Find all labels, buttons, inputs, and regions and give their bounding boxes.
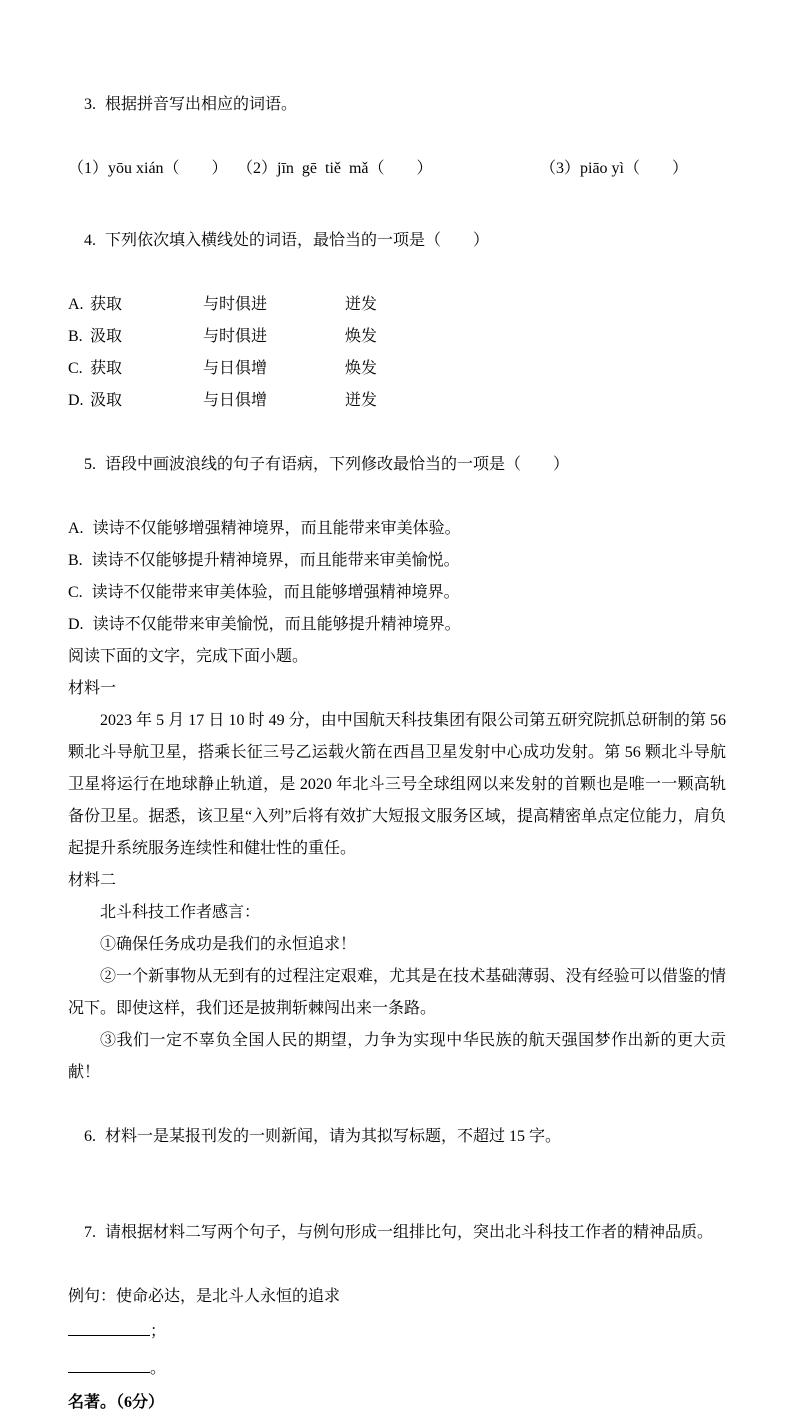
pinyin-item-2: （2）jīn gē tiě mǎ（ ） bbox=[237, 160, 433, 177]
question-6-number: 6. bbox=[84, 1128, 96, 1145]
option-letter: B. bbox=[68, 328, 83, 345]
option-letter: D. bbox=[68, 616, 84, 633]
question-3-number: 3. bbox=[84, 96, 96, 113]
question-6-text: 材料一是某报刊发的一则新闻，请为其拟写标题，不超过 15 字。 bbox=[105, 1128, 562, 1145]
material-2-title: 材料二 bbox=[68, 872, 117, 889]
question-3-pinyin-row bbox=[68, 153, 726, 185]
option-text: 读诗不仅能够提升精神境界，而且能带来审美愉悦。 bbox=[91, 552, 460, 569]
option-word-2: 与日俱增 bbox=[203, 360, 268, 377]
material-2-quote-2: ②一个新事物从无到有的过程注定艰难，尤其是在技术基础薄弱、没有经验可以借鉴的情况下。即使这样，我们还是披荆斩棘闯出来一条路。 bbox=[68, 968, 726, 1017]
pinyin-item-1: （1）yōu xián（ ） bbox=[68, 160, 228, 177]
answer-underline-1 bbox=[68, 1334, 150, 1336]
option-word-3: 迸发 bbox=[345, 296, 378, 313]
option-word-1: 获取 bbox=[90, 360, 123, 377]
pinyin-item-3: （3）piāo yì（ ） bbox=[540, 160, 688, 177]
material-2-lead: 北斗科技工作者感言： bbox=[100, 904, 261, 921]
question-4-number: 4. bbox=[84, 232, 96, 249]
question-7-example: 例句：使命必达，是北斗人永恒的追求 bbox=[68, 1288, 341, 1305]
question-3-stem bbox=[68, 57, 726, 153]
option-text: 读诗不仅能带来审美愉悦，而且能够提升精神境界。 bbox=[92, 616, 461, 633]
option-word-2: 与时俱进 bbox=[203, 296, 268, 313]
question-4-option-b bbox=[68, 321, 726, 353]
question-4-option-c bbox=[68, 353, 726, 385]
option-letter: C. bbox=[68, 360, 83, 377]
section-title-famous-works: 名著。（6分） bbox=[68, 1394, 165, 1411]
question-4-stem bbox=[68, 193, 726, 289]
option-word-3: 迸发 bbox=[345, 392, 378, 409]
material-2-quote-1: ①确保任务成功是我们的永恒追求！ bbox=[100, 936, 357, 953]
option-letter: A. bbox=[68, 520, 84, 537]
question-7-number: 7. bbox=[84, 1224, 96, 1241]
option-word-2: 与日俱增 bbox=[203, 392, 268, 409]
question-5-stem bbox=[68, 417, 726, 513]
question-4-option-d bbox=[68, 385, 726, 417]
material-1-paragraph: 2023 年 5 月 17 日 10 时 49 分，由中国航天科技集团有限公司第五研究院抓总研制的第 56 颗北斗导航卫星，搭乘长征三号乙运载火箭在西昌卫星发射中心成功发射。第 56 颗北斗导航卫星将运行在地球静止轨道，是 2020 年北斗三号全球组网以来发射的首颗也是唯一一颗高轨备份卫星。据悉，该卫星“入列”后将有效扩大短报文服务区域，提高精密单点定位能力，肩负起提升系统服务连续性和健壮性的重任。 bbox=[68, 712, 726, 857]
question-5-number: 5. bbox=[84, 456, 96, 473]
option-word-3: 焕发 bbox=[345, 328, 378, 345]
question-7-text: 请根据材料二写两个句子，与例句形成一组排比句，突出北斗科技工作者的精神品质。 bbox=[105, 1224, 714, 1241]
answer-blank-row-1 bbox=[68, 1313, 726, 1350]
material-2-quote-3: ③我们一定不辜负全国人民的期望，力争为实现中华民族的航天强国梦作出新的更大贡献！ bbox=[68, 1032, 726, 1081]
reading-intro: 阅读下面的文字，完成下面小题。 bbox=[68, 648, 309, 665]
question-4-text: 下列依次填入横线处的词语，最恰当的一项是（ ） bbox=[105, 232, 490, 249]
question-7-stem bbox=[68, 1185, 726, 1281]
option-word-1: 汲取 bbox=[90, 392, 123, 409]
option-letter: D. bbox=[68, 392, 84, 409]
blank-1-punctuation: ； bbox=[150, 1323, 167, 1340]
question-5-text: 语段中画波浪线的句子有语病，下列修改最恰当的一项是（ ） bbox=[105, 456, 570, 473]
question-5-option-c bbox=[68, 577, 726, 609]
blank-2-punctuation: 。 bbox=[150, 1360, 167, 1377]
question-5-option-b bbox=[68, 545, 726, 577]
question-5-option-a bbox=[68, 513, 726, 545]
option-letter: B. bbox=[68, 552, 83, 569]
answer-underline-2 bbox=[68, 1371, 150, 1373]
material-1-title: 材料一 bbox=[68, 680, 117, 697]
option-text: 读诗不仅能够增强精神境界，而且能带来审美体验。 bbox=[92, 520, 461, 537]
option-word-2: 与时俱进 bbox=[203, 328, 268, 345]
question-6-stem bbox=[68, 1089, 726, 1185]
question-5-option-d bbox=[68, 609, 726, 641]
option-letter: C. bbox=[68, 584, 83, 601]
question-4-option-a bbox=[68, 289, 726, 321]
answer-blank-row-2 bbox=[68, 1350, 726, 1387]
option-word-1: 获取 bbox=[90, 296, 123, 313]
option-word-3: 焕发 bbox=[345, 360, 378, 377]
option-text: 读诗不仅能带来审美体验，而且能够增强精神境界。 bbox=[91, 584, 460, 601]
option-word-1: 汲取 bbox=[90, 328, 123, 345]
option-letter: A. bbox=[68, 296, 84, 313]
question-3-text: 根据拼音写出相应的词语。 bbox=[105, 96, 298, 113]
